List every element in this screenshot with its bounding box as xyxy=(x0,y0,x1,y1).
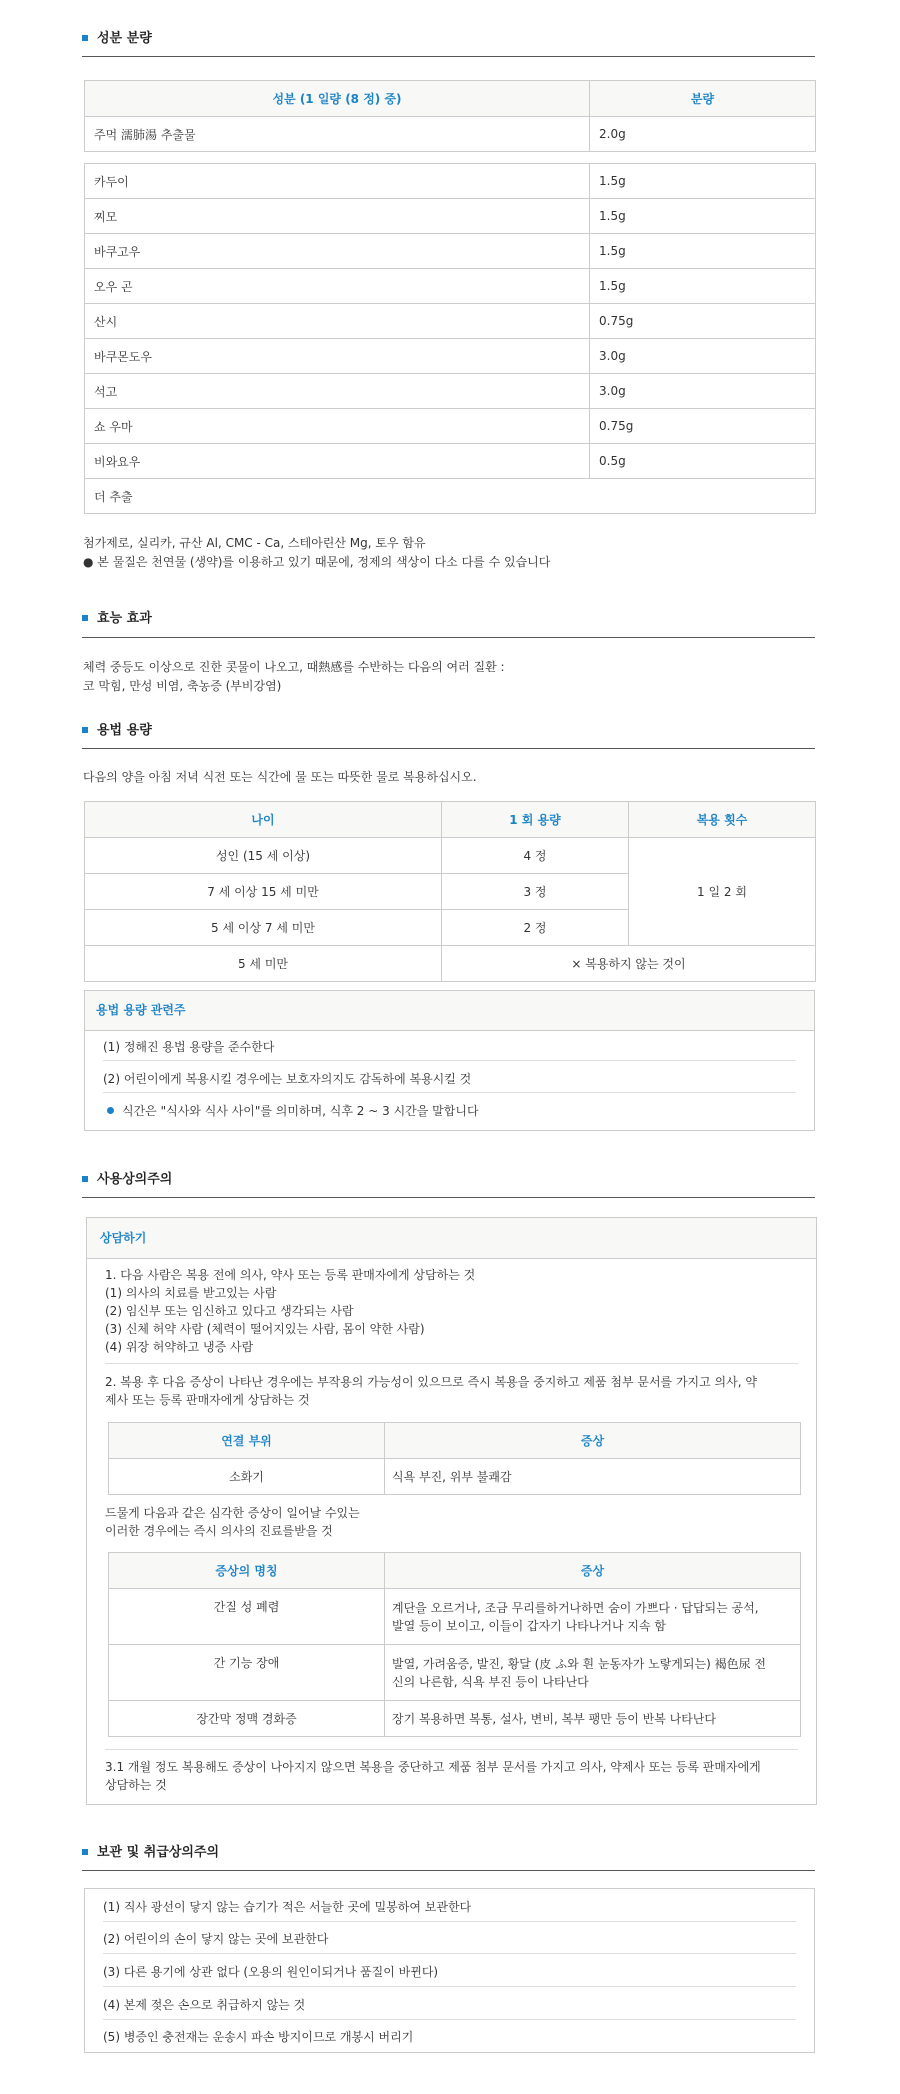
table-row xyxy=(109,1589,801,1645)
serious-header-symptom: 증상 xyxy=(385,1553,801,1589)
ingredients-header-amount: 분량 xyxy=(590,81,816,117)
storage-item: (3) 다른 용기에 상관 없다 (오용의 원인이되거나 품질이 바뀐다) xyxy=(103,1965,439,1979)
ingredient-name: 비와요우 xyxy=(85,444,590,479)
storage-item: (2) 어린이의 손이 닿지 않는 곳에 보관한다 xyxy=(103,1932,329,1946)
ingredient-amount: 2.0g xyxy=(590,117,816,152)
text-line: (3) 신체 허약 사람 (체력이 떨어지있는 사람, 몸이 약한 사람) xyxy=(105,1322,425,1336)
dosage-dose: × 복용하지 않는 것이 xyxy=(442,946,816,982)
divider xyxy=(103,1953,796,1954)
ingredient-amount: 1.5g xyxy=(590,234,816,269)
dosage-header-age: 나이 xyxy=(85,802,442,838)
side-effects-header-symptom: 증상 xyxy=(385,1423,801,1459)
side-effects-table xyxy=(108,1422,801,1495)
table-row xyxy=(85,838,816,874)
section-title-storage xyxy=(82,1841,219,1860)
rare-symptoms-note xyxy=(105,1504,360,1540)
section-title-text: 보관 및 취급상의주의 xyxy=(97,1845,220,1860)
table-row xyxy=(85,374,816,409)
section-divider xyxy=(82,1870,815,1871)
table-row xyxy=(85,444,816,479)
ingredient-name: 찌모 xyxy=(85,199,590,234)
serious-symptom-desc: 장기 복용하면 복통, 설사, 변비, 복부 팽만 등이 반복 나타난다 xyxy=(385,1701,801,1737)
ingredient-name: 바쿠몬도우 xyxy=(85,339,590,374)
ingredients-sub-table xyxy=(84,163,816,514)
section-title-dosage xyxy=(82,719,152,738)
divider xyxy=(103,1921,796,1922)
table-row xyxy=(85,117,816,152)
dosage-age: 성인 (15 세 이상) xyxy=(85,838,442,874)
text-line: 발열, 가려움증, 발진, 황달 (皮 ふ와 흰 눈동자가 노랗게되는) 褐色尿 전 xyxy=(392,1656,766,1671)
serious-symptom-name: 간 기능 장애 xyxy=(109,1645,385,1701)
side-effect-part: 소화기 xyxy=(109,1459,385,1495)
text-line: 신의 나른함, 식욕 부진 등이 나타난다 xyxy=(392,1674,589,1689)
ingredients-header-name: 성분 (1 일량 (8 정) 중) xyxy=(85,81,590,117)
consultation-paragraph-1 xyxy=(105,1266,475,1356)
text-line: 제사 또는 등록 판매자에게 상담하는 것 xyxy=(105,1393,310,1407)
section-divider xyxy=(82,56,815,57)
section-title-efficacy xyxy=(82,607,152,626)
square-bullet-icon xyxy=(82,1176,88,1182)
text-line: 3.1 개월 정도 복용해도 증상이 나아지지 않으면 복용을 중단하고 제품 첨부 문서를 가지고 의사, 약제사 또는 등록 판매자에게 xyxy=(105,1760,761,1774)
dosage-related-item: (2) 어린이에게 복용시킬 경우에는 보호자의지도 감독하에 복용시킬 것 xyxy=(103,1072,472,1086)
square-bullet-icon xyxy=(82,727,88,733)
storage-box xyxy=(84,1888,815,2053)
divider xyxy=(105,1749,798,1750)
consultation-paragraph-2 xyxy=(105,1373,757,1409)
table-row xyxy=(85,199,816,234)
storage-item: (1) 직사 광선이 닿지 않는 습기가 적은 서늘한 곳에 밀봉하여 보관한다 xyxy=(103,1900,472,1914)
ingredient-name: 산시 xyxy=(85,304,590,339)
ingredient-name: 쇼 우마 xyxy=(85,409,590,444)
dosage-header-dose: 1 회 용량 xyxy=(442,802,629,838)
dosage-age: 5 세 이상 7 세 미만 xyxy=(85,910,442,946)
section-title-text: 효능 효과 xyxy=(97,611,152,626)
serious-symptom-name: 장간막 정맥 경화증 xyxy=(109,1701,385,1737)
dosage-header-frequency: 복용 횟수 xyxy=(629,802,816,838)
table-row xyxy=(85,164,816,199)
efficacy-line-1: 체력 중등도 이상으로 진한 콧물이 나오고, 때熱感를 수반하는 다음의 여러 질환 : xyxy=(83,660,505,674)
table-row xyxy=(85,234,816,269)
dosage-dose: 4 정 xyxy=(442,838,629,874)
divider xyxy=(103,2019,796,2020)
section-title-text: 사용상의주의 xyxy=(97,1172,173,1187)
dosage-intro: 다음의 양을 아침 저녁 식전 또는 식간에 물 또는 따뜻한 물로 복용하십시오. xyxy=(83,770,477,784)
dosage-dose: 2 정 xyxy=(442,910,629,946)
table-row xyxy=(109,1459,801,1495)
dosage-related-box xyxy=(84,990,815,1131)
text-line: 2. 복용 후 다음 증상이 나타난 경우에는 부작용의 가능성이 있으므로 즉시 복용을 중지하고 제품 첨부 문서를 가지고 의사, 약 xyxy=(105,1375,757,1389)
ingredient-amount: 3.0g xyxy=(590,339,816,374)
table-row xyxy=(85,946,816,982)
text-line: (2) 임신부 또는 임신하고 있다고 생각되는 사람 xyxy=(105,1304,354,1318)
consultation-box xyxy=(86,1217,817,1805)
ingredient-name: 석고 xyxy=(85,374,590,409)
dosage-age: 5 세 미만 xyxy=(85,946,442,982)
consultation-paragraph-3 xyxy=(105,1758,761,1794)
serious-symptom-desc xyxy=(385,1645,801,1701)
ingredient-name: 오우 곤 xyxy=(85,269,590,304)
text-line: 1. 다음 사람은 복용 전에 의사, 약사 또는 등록 판매자에게 상담하는 것 xyxy=(105,1268,476,1282)
ingredient-amount: 1.5g xyxy=(590,199,816,234)
note-text: 식간은 "식사와 식사 사이"를 의미하며, 식후 2 ~ 3 시간을 말합니다 xyxy=(122,1104,479,1118)
natural-product-note: ● 본 물질은 천연물 (생약)를 이용하고 있기 때문에, 정제의 색상이 다소 다를 수 있습니다 xyxy=(83,555,551,569)
text-line: 발열 등이 보이고, 이들이 갑자기 나타나거나 지속 함 xyxy=(392,1618,666,1633)
ingredient-name: 주먹 濡肺湯 추출물 xyxy=(85,117,590,152)
serious-symptoms-table xyxy=(108,1552,801,1737)
table-row xyxy=(109,1701,801,1737)
table-row xyxy=(85,479,816,514)
square-bullet-icon xyxy=(82,1849,88,1855)
ingredient-extract: 더 추출 xyxy=(85,479,816,514)
storage-item: (4) 본제 젖은 손으로 취급하지 않는 것 xyxy=(103,1998,306,2012)
square-bullet-icon xyxy=(82,615,88,621)
text-line: 이러한 경우에는 즉시 의사의 진료를받을 것 xyxy=(105,1524,333,1538)
table-row xyxy=(85,409,816,444)
dosage-related-title: 용법 용량 관련주 xyxy=(85,991,814,1031)
serious-symptom-name: 간질 성 폐렴 xyxy=(109,1589,385,1645)
text-line: (1) 의사의 치료를 받고있는 사람 xyxy=(105,1286,277,1300)
dosage-related-note xyxy=(107,1102,479,1120)
section-title-text: 성분 분량 xyxy=(97,31,152,46)
ingredient-amount: 0.75g xyxy=(590,409,816,444)
section-title-text: 용법 용량 xyxy=(97,723,152,738)
consultation-title: 상담하기 xyxy=(87,1218,816,1259)
ingredients-main-table xyxy=(84,80,816,152)
section-divider xyxy=(82,1197,815,1198)
dosage-frequency: 1 일 2 회 xyxy=(629,838,816,946)
ingredient-amount: 1.5g xyxy=(590,164,816,199)
divider xyxy=(105,1363,798,1364)
additives-note: 첨가제로, 실리카, 규산 Al, CMC - Ca, 스테아린산 Mg, 토우 함유 xyxy=(83,536,426,550)
ingredient-amount: 1.5g xyxy=(590,269,816,304)
circle-bullet-icon xyxy=(107,1107,114,1114)
text-line: 상담하는 것 xyxy=(105,1778,167,1792)
divider xyxy=(103,1060,796,1061)
divider xyxy=(103,1092,796,1093)
table-row xyxy=(85,304,816,339)
ingredient-amount: 0.5g xyxy=(590,444,816,479)
section-title-ingredients xyxy=(82,27,152,46)
storage-item: (5) 병증인 충전재는 운송시 파손 방지이므로 개봉시 버리기 xyxy=(103,2030,414,2044)
square-bullet-icon xyxy=(82,35,88,41)
serious-header-name: 증상의 명칭 xyxy=(109,1553,385,1589)
divider xyxy=(103,1986,796,1987)
efficacy-line-2: 코 막힘, 만성 비염, 축농증 (부비강염) xyxy=(83,679,282,693)
table-row xyxy=(109,1645,801,1701)
dosage-related-item: (1) 정해진 용법 용량을 준수한다 xyxy=(103,1040,275,1054)
section-divider xyxy=(82,748,815,749)
serious-symptom-desc xyxy=(385,1589,801,1645)
section-divider xyxy=(82,637,815,638)
text-line: (4) 위장 허약하고 냉증 사람 xyxy=(105,1340,254,1354)
table-row xyxy=(85,269,816,304)
ingredient-name: 바쿠고우 xyxy=(85,234,590,269)
dosage-dose: 3 정 xyxy=(442,874,629,910)
text-line: 드물게 다음과 같은 심각한 증상이 일어날 수있는 xyxy=(105,1506,360,1520)
section-title-precautions xyxy=(82,1168,172,1187)
dosage-table xyxy=(84,801,816,982)
side-effects-header-part: 연결 부위 xyxy=(109,1423,385,1459)
ingredient-amount: 3.0g xyxy=(590,374,816,409)
text-line: 계단을 오르거나, 조금 무리를하거나하면 숨이 가쁘다 · 답답되는 공석, xyxy=(392,1600,759,1615)
table-row xyxy=(85,339,816,374)
ingredient-amount: 0.75g xyxy=(590,304,816,339)
ingredient-name: 카두이 xyxy=(85,164,590,199)
dosage-age: 7 세 이상 15 세 미만 xyxy=(85,874,442,910)
side-effect-symptom: 식욕 부진, 위부 불쾌감 xyxy=(385,1459,801,1495)
